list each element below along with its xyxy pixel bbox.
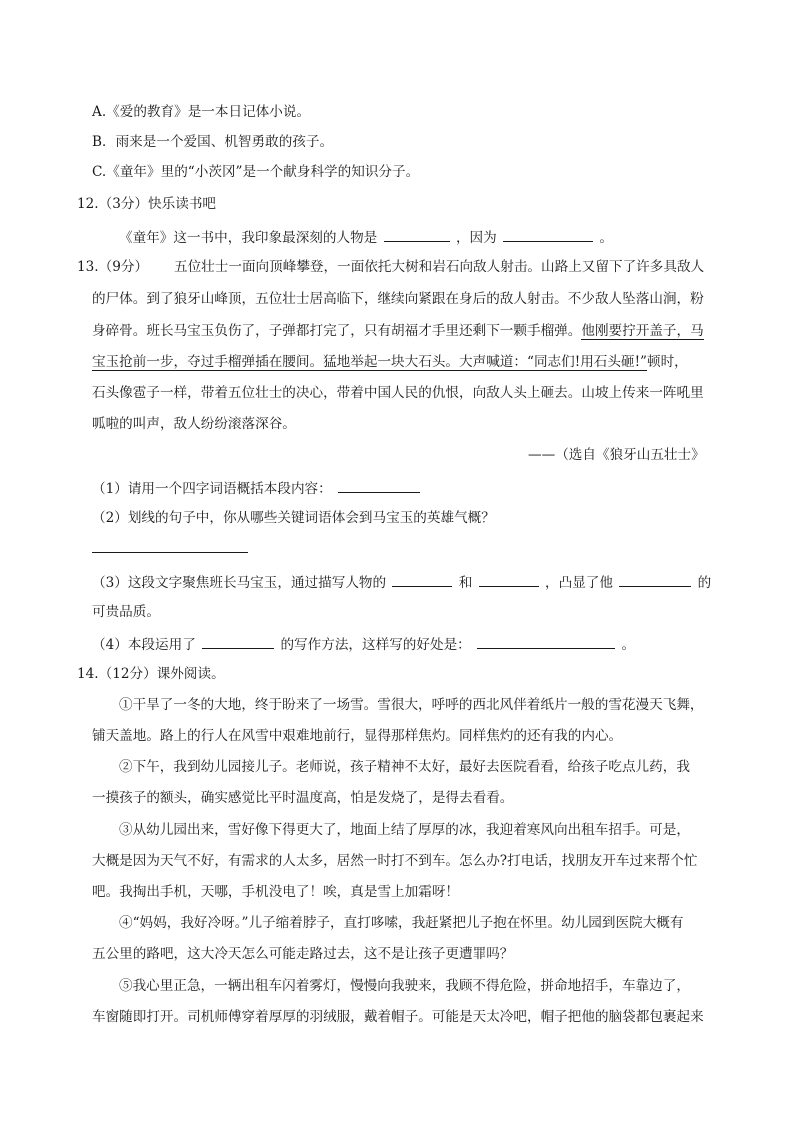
q14-paragraph-line: 车窗随即打开。司机师傅穿着厚厚的羽绒服，戴着帽子。可能是天太冷吧，帽子把他的脑袋都包裹起来 [92, 1009, 704, 1025]
q13-passage-line [92, 322, 704, 340]
q13-sub3-text: ，凸显了他 [545, 575, 613, 591]
q13-passage-line [92, 353, 688, 371]
q13-underlined-sentence: 他刚要拧开盖子，马 [581, 323, 704, 339]
q13-sub2: （2）划线的句子中，你从哪些关键词语体会到马宝玉的英雄气概？ [92, 510, 495, 526]
q13-sub4-blank-1[interactable] [202, 634, 274, 649]
q13-sub2-answer-line[interactable] [92, 552, 248, 553]
q14-paragraph-line: 铺天盖地。路上的行人在风雪中艰难地前行，显得那样焦灼。同样焦灼的还有我的内心。 [92, 728, 623, 744]
q12-text-b: ，因为 [455, 230, 497, 246]
q13-sub4-text: 。 [621, 637, 636, 653]
q13-sub3 [92, 572, 711, 592]
q13-sub3-blank-1[interactable] [392, 572, 452, 587]
q13-passage-text: 身碎骨。班长马宝玉负伤了，子弹都打完了，只有胡福才手里还剩下一颗手榴弹。 [92, 323, 582, 339]
q12-header: 12.（3分）快乐读书吧 [77, 196, 217, 212]
q13-sub4-text: （4）本段运用了 [92, 637, 196, 653]
q13-sub3-text: 和 [458, 575, 473, 591]
q14-header: 14.（12分）课外阅读。 [77, 666, 225, 682]
q12-blank-character[interactable] [384, 227, 450, 242]
q14-paragraph-line: ③从幼儿园出来，雪好像下得更大了，地面上结了厚厚的冰，我迎着寒风向出租车招手。可是， [119, 822, 690, 838]
q13-header: 13.（9分） [77, 259, 149, 275]
q12-text-a: 《童年》这一书中，我印象最深刻的人物是 [119, 230, 378, 246]
q14-paragraph-line: 五公里的路吧，这大冷天怎么可能走路过去，这不是让孩子更遭罪吗？ [92, 946, 514, 962]
q13-passage-line: 五位壮士一面向顶峰攀登，一面依托大树和岩石向敌人射击。山路上又留下了许多具敌人 [174, 259, 705, 275]
q13-sub3-line2: 可贵品质。 [92, 604, 160, 620]
q11-option-a: A.《爱的教育》是一本日记体小说。 [92, 104, 311, 120]
q14-paragraph-line: 吧。我掏出手机，天哪，手机没电了！唉，真是雪上加霜呀！ [92, 884, 460, 900]
q13-source: ——（选自《狼牙山五壮士》 [528, 447, 705, 463]
q14-paragraph-line: 大概是因为天气不好，有需求的人太多，居然一时打不到车。怎么办?打电话，找朋友开车过来帮个忙 [92, 853, 698, 869]
q14-paragraph-line: ①干旱了一冬的大地，终于盼来了一场雪。雪很大，呼呼的西北风伴着纸片一般的雪花漫天飞舞， [119, 697, 704, 713]
q12-blank-reason[interactable] [503, 227, 593, 242]
q13-sub4-text: 的写作方法，这样写的好处是： [280, 637, 471, 653]
q11-option-b: B．雨来是一个爱国、机智勇敢的孩子。 [92, 134, 334, 150]
q13-passage-line: 石头像雹子一样，带着五位壮士的决心，带着中国人民的仇恨，向敌人头上砸去。山坡上传来一阵吼里 [92, 385, 704, 401]
q12-question [119, 227, 613, 247]
q13-sub3-blank-3[interactable] [619, 572, 691, 587]
q13-sub4 [92, 634, 635, 654]
q13-sub3-text: 的 [697, 575, 712, 591]
q13-passage-line: 的尸体。到了狼牙山峰顶，五位壮士居高临下，继续向紧跟在身后的敌人射击。不少敌人坠落山涧，粉 [92, 291, 704, 307]
q13-sub1-blank[interactable] [338, 478, 420, 493]
q14-paragraph-line: ⑤我心里正急，一辆出租车闪着雾灯，慢慢向我驶来，我顾不得危险，拼命地招手，车靠边了， [119, 978, 690, 994]
q14-paragraph-line: ②下午，我到幼儿园接儿子。老师说，孩子精神不太好，最好去医院看看，给孩子吃点儿药，我 [119, 759, 690, 775]
q13-sub4-blank-2[interactable] [477, 634, 615, 649]
q12-text-c: 。 [599, 230, 613, 246]
q13-sub1 [92, 478, 422, 498]
q11-option-c: C.《童年》里的“小茨冈”是一个献身科学的知识分子。 [92, 164, 420, 180]
q13-underlined-sentence: 宝玉抢前一步，夺过手榴弹插在腰间。猛地举起一块大石头。大声喊道：“同志们!用石头砸!” [92, 354, 647, 370]
q13-sub3-blank-2[interactable] [479, 572, 539, 587]
q13-sub1-text: （1）请用一个四字词语概括本段内容： [92, 481, 332, 497]
q13-sub3-text: （3）这段文字聚焦班长马宝玉，通过描写人物的 [92, 575, 387, 591]
q13-passage-line: 呱啦的叫声，敌人纷纷滚落深谷。 [92, 416, 296, 432]
q13-passage-text: 顿时， [646, 354, 688, 370]
q14-paragraph-line: 一摸孩子的额头，确实感觉比平时温度高，怕是发烧了，是得去看看。 [92, 790, 514, 806]
q14-paragraph-line: ④“妈妈，我好冷呀。”儿子缩着脖子，直打哆嗦，我赶紧把儿子抱在怀里。幼儿园到医院大概有 [119, 915, 684, 931]
